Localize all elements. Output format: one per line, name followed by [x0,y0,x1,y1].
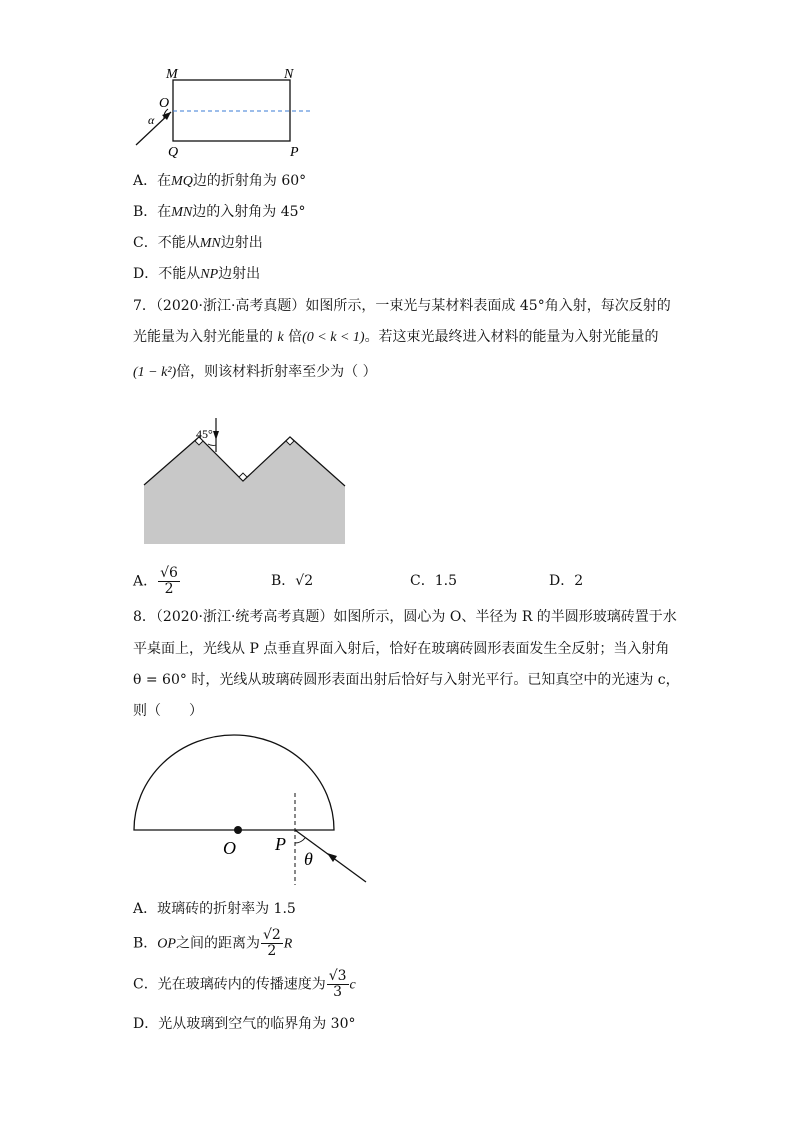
q8-option-c[interactable]: C．光在玻璃砖内的传播速度为 $\frac{√3}{3}$ c [133,968,356,1000]
label-m: M [166,67,178,82]
label-o-center: O [223,838,236,858]
rectangle-prism-figure [128,62,318,162]
q7-option-b[interactable]: B．√2 [271,573,314,589]
q7-option-c[interactable]: C．1.5 [410,573,457,589]
q7-option-a[interactable]: A． $\frac{√6}{2}$ [133,565,178,597]
q6-option-a[interactable]: A．在MQ边的折射角为 60° [133,173,307,189]
q8-stem-line3: θ = 60° 时，光线从玻璃砖圆形表面出射后恰好与入射光平行。已知真空中的光速为 c， [133,672,680,688]
zigzag-material-figure [140,418,350,548]
q7-stem-line2: 光能量为入射光能量的 k 倍(0 < k < 1)。若这束光最终进入材料的能量为入射光能量的 [133,329,659,345]
angle-45-label: 45° [196,427,213,441]
label-alpha: α [148,113,155,127]
q6-option-d[interactable]: D．不能从NP边射出 [133,266,261,282]
label-q: Q [168,145,179,160]
label-p-point: P [275,834,286,854]
q7-stem-line3: (1 − k²)倍，则该材料折射率至少为（ ） [133,364,377,380]
label-o: O [159,96,170,111]
q8-option-d[interactable]: D．光从玻璃到空气的临界角为 30° [133,1016,356,1032]
q7-stem-line1: 7．（2020·浙江·高考真题）如图所示，一束光与某材料表面成 45°角入射，每次反射的 [133,298,671,314]
q6-option-c[interactable]: C．不能从MN边射出 [133,235,263,251]
q7-option-d[interactable]: D．2 [549,573,584,589]
label-theta: θ [304,849,313,869]
q8-stem-line1: 8．（2020·浙江·统考高考真题）如图所示，圆心为 O、半径为 R 的半圆形玻璃砖置于水 [133,609,677,625]
q6-option-b[interactable]: B．在MN边的入射角为 45° [133,204,306,220]
semicircle-glass-figure [128,725,373,890]
label-p: P [290,145,299,160]
q8-stem-line4: 则（ ） [133,703,203,719]
q8-option-a[interactable]: A．玻璃砖的折射率为 1.5 [133,901,296,917]
label-n: N [284,67,294,82]
q8-option-b[interactable]: B．OP之间的距离为 $\frac{√2}{2}$ R [133,927,293,959]
q8-stem-line2: 平桌面上，光线从 P 点垂直界面入射后，恰好在玻璃砖圆形表面发生全反射；当入射角 [133,641,670,657]
